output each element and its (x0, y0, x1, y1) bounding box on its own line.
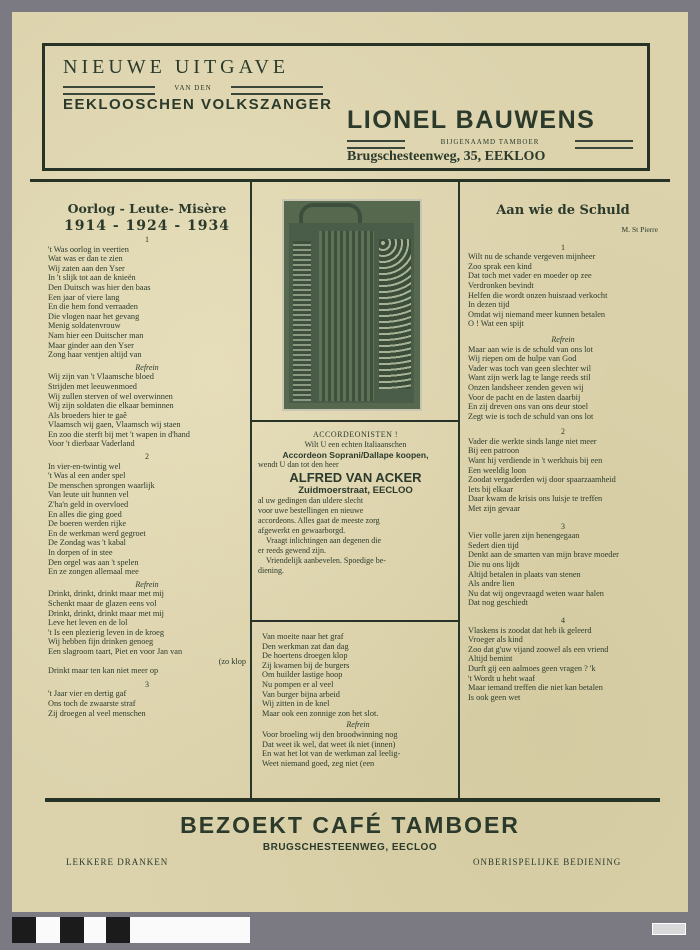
verse-3: Vier volle jaren zijn henengegaan Sedert dien tijd Denkt aan de smarten van mijn brave moeder Die nu ons lijdt Altijd betalen in plaats van stenen Als andre lien Nu dat wij ongevraagd weten waar halen Dat nog geschiedt (468, 531, 619, 608)
color-scale-bar (12, 917, 250, 943)
song-title: Aan wie de Schuld (496, 203, 630, 218)
verse-number: 1 (561, 242, 565, 252)
verse-number: 3 (561, 521, 565, 531)
top-rule (30, 179, 670, 182)
van-den: VAN DEN (174, 84, 212, 92)
scale-white (130, 917, 250, 943)
verse-number: 2 (145, 452, 149, 462)
refrein: Maar aan wie is de schuld van ons lot Wij riepen om de hulpe van God Vader was toch van geen slechter wil Want zijn werk lag te lange reeds stil Onzen landsheer zenden geven wij Voor de pacht en de lasten daarbij En zij dreven ons van ons deur stoel Zegt wie is toch de schuld van ons lot (468, 344, 594, 421)
scale-black (12, 917, 36, 943)
cafe-slogan-left: LEKKERE DRANKEN (66, 857, 169, 867)
verse-number: 3 (145, 679, 149, 689)
singer-name: LIONEL BAUWENS (347, 106, 596, 134)
double-rule (575, 140, 633, 149)
verse-2: In vier-en-twintig wel 't Was al een ander spel De menschen sprongen waarlijk Van leute uit hunnen vel Z'ha'n geld in overvloed En alles die ging goed De boeren werden rijke En de werkman werd gegroet De Zondag was 't kabal In dorpen of in stee Den orgel was aan 't spelen En ze zongen allemaal mee (48, 461, 155, 577)
bottom-rule (45, 798, 660, 802)
verse-number: 2 (561, 427, 565, 437)
verse-1: 't Was oorlog in veertien Wat was er dan te zien Wij zaten aan den Yser In 't slijk tot aan de knieën Den Duitsch was hier den baas Een jaar of viere lang En die hem fond verraaden Die vlogen naar het gevang Menig soldatenvrouw Nam hier een Duitscher man Maar ginder aan den Yser Zong haar ventjen altijd van (48, 244, 151, 360)
column-divider-left (250, 182, 252, 798)
song-title: Oorlog - Leute- Misère (67, 201, 227, 216)
mid-rule-2 (250, 620, 460, 622)
verse-number: 1 (145, 235, 149, 244)
verse-4: Vlaskens is zoodat dat heb ik geleerd Vroeger als kind Zoo dat g'uw vijand zoowel als een vriend Altijd bemint Durft gij een aalmoes geen vragen ? 'k 't Wordt u hebt waaf Maar iemand treffen die niet kan betalen Is ook geen wet (468, 625, 609, 702)
song-years: 1914 - 1924 - 1934 (63, 218, 230, 234)
mid-rule-1 (250, 420, 460, 422)
refrein-label: Refrein (346, 720, 370, 730)
verse-2: Vader die werkte sinds lange niet meer Bij een patroon Want hij verdiende in 't werkhuis bij een Een weeldig loon Zoodat vergaderden wij door spaarzaamheid Iets bij elkaar Daar kwam de krisis ons luisje te treffen Met zijn gevaar (468, 436, 616, 514)
song-author: M. St Pierre (621, 225, 658, 234)
verse-3: 't Jaar vier en dertig gaf Ons toch de zwaarste straf Zij droegen al veel menschen (48, 689, 146, 718)
column-divider-right (458, 182, 460, 798)
ad-name: ALFRED VAN ACKER (289, 470, 422, 485)
verse-number: 4 (561, 615, 565, 625)
middle-verse: Van moeite naar het graf Den werkman zat dan dag De hoertens droegen klop Zij kwamen bij de burgers Om huilder lastige hoop Nu pompen er al veel Van burger bijna arbeid Wij zitten in de knel Maar ook een zonnige zon het slot. Refrein Voor broeling wij den broodwinning nog Dat weet ik wel, dat weet ik niet (innen) En wat het lot van de werkman zal leelig- Weet niemand goed, zeg niet (een (262, 632, 454, 768)
verse-1: Wilt nu de schande vergeven mijnheer Zoo sprak een kind Dat toch met vader en moeder op zee Verdronken bevindt Helfen die wordt onzen huisraad verkocht In dezen tijd Omdat wij niemand meer kunnen betalen O ! Wat een spijt (468, 252, 608, 329)
ad-heading: ACCORDEONISTEN ! (312, 430, 399, 439)
refrein-1: Wij zijn van 't Vlaamsche bloed Strijden met leeuwenmoed Wij zullen sterven of wel overwinnen Wij zijn soldaten die elkaar beminnen Als broeders hier te gaê Vlaamsch wij gaen, Vlaamsch wij staen En zoo die sterft bij met 't wapen in d'hand Voor 't dierbaar Vaderland (48, 372, 190, 449)
accordion-bass-grille (293, 241, 311, 401)
header-box (42, 43, 650, 171)
refrein-label: Refrein (551, 334, 575, 344)
singer-address: Brugschesteenweg, 35, EEKLOO (347, 149, 546, 164)
eeklooschen-volkszanger: EEKLOOSCHEN VOLKSZANGER (63, 96, 333, 113)
advertisement-van-acker: ACCORDEONISTEN ! Wilt U een echten Italiaanschen Accordeon Soprani/Dallape koopen, wendt U dan tot den heer ALFRED VAN ACKER Zuidmoerstraat, EECLOO al uw gedingen dan uldere slecht voor uwe bestellingen en nieuwe accordeons. Alles gaat de meeste zorg afgewerkt en gewaarborgd. Vraagt inlichtingen aan degenen die er reeds gewend zijn. Vriendelijk aanbevelen. Spoedige be- diening. (258, 430, 453, 576)
refrein-label: Refrein (135, 579, 159, 589)
scale-white (36, 917, 60, 943)
scale-black (60, 917, 84, 943)
ad-street: Zuidmoerstraat, EECLOO (298, 485, 413, 496)
scale-white (84, 917, 106, 943)
refrein-label: Refrein (135, 362, 159, 372)
bijnaam: BIJGENAAMD TAMBOER (440, 138, 540, 146)
cafe-title: BEZOEKT CAFÉ TAMBOER (180, 812, 520, 838)
accordion-bellows (319, 231, 374, 401)
song-aan-wie-de-schuld (468, 202, 658, 702)
archive-label (652, 923, 686, 935)
accordion-keys (379, 239, 411, 389)
cafe-slogan-right: ONBERISPELIJKE BEDIENING (473, 857, 622, 867)
refrein-2: Drinkt, drinkt, drinkt maar met mij Schenkt maar de glazen eens vol Drinkt, drinkt, drinkt maar met mij Leve het leven en de lol 't Is een plezierig leven in de kroeg Wij hebben fijn drinken genoeg Een slagroom taart, Piet en voor Jan van (zo klop Drinkt maar ten kan niet meer op (48, 589, 246, 676)
song-oorlog-leute-misere (48, 200, 246, 718)
double-rule (231, 86, 323, 95)
accordion-photo (282, 199, 422, 411)
cafe-address: BRUGSCHESTEENWEG, EECLOO (262, 842, 438, 853)
nieuwe-uitgave: NIEUWE UITGAVE (63, 56, 290, 78)
scale-black (106, 917, 130, 943)
